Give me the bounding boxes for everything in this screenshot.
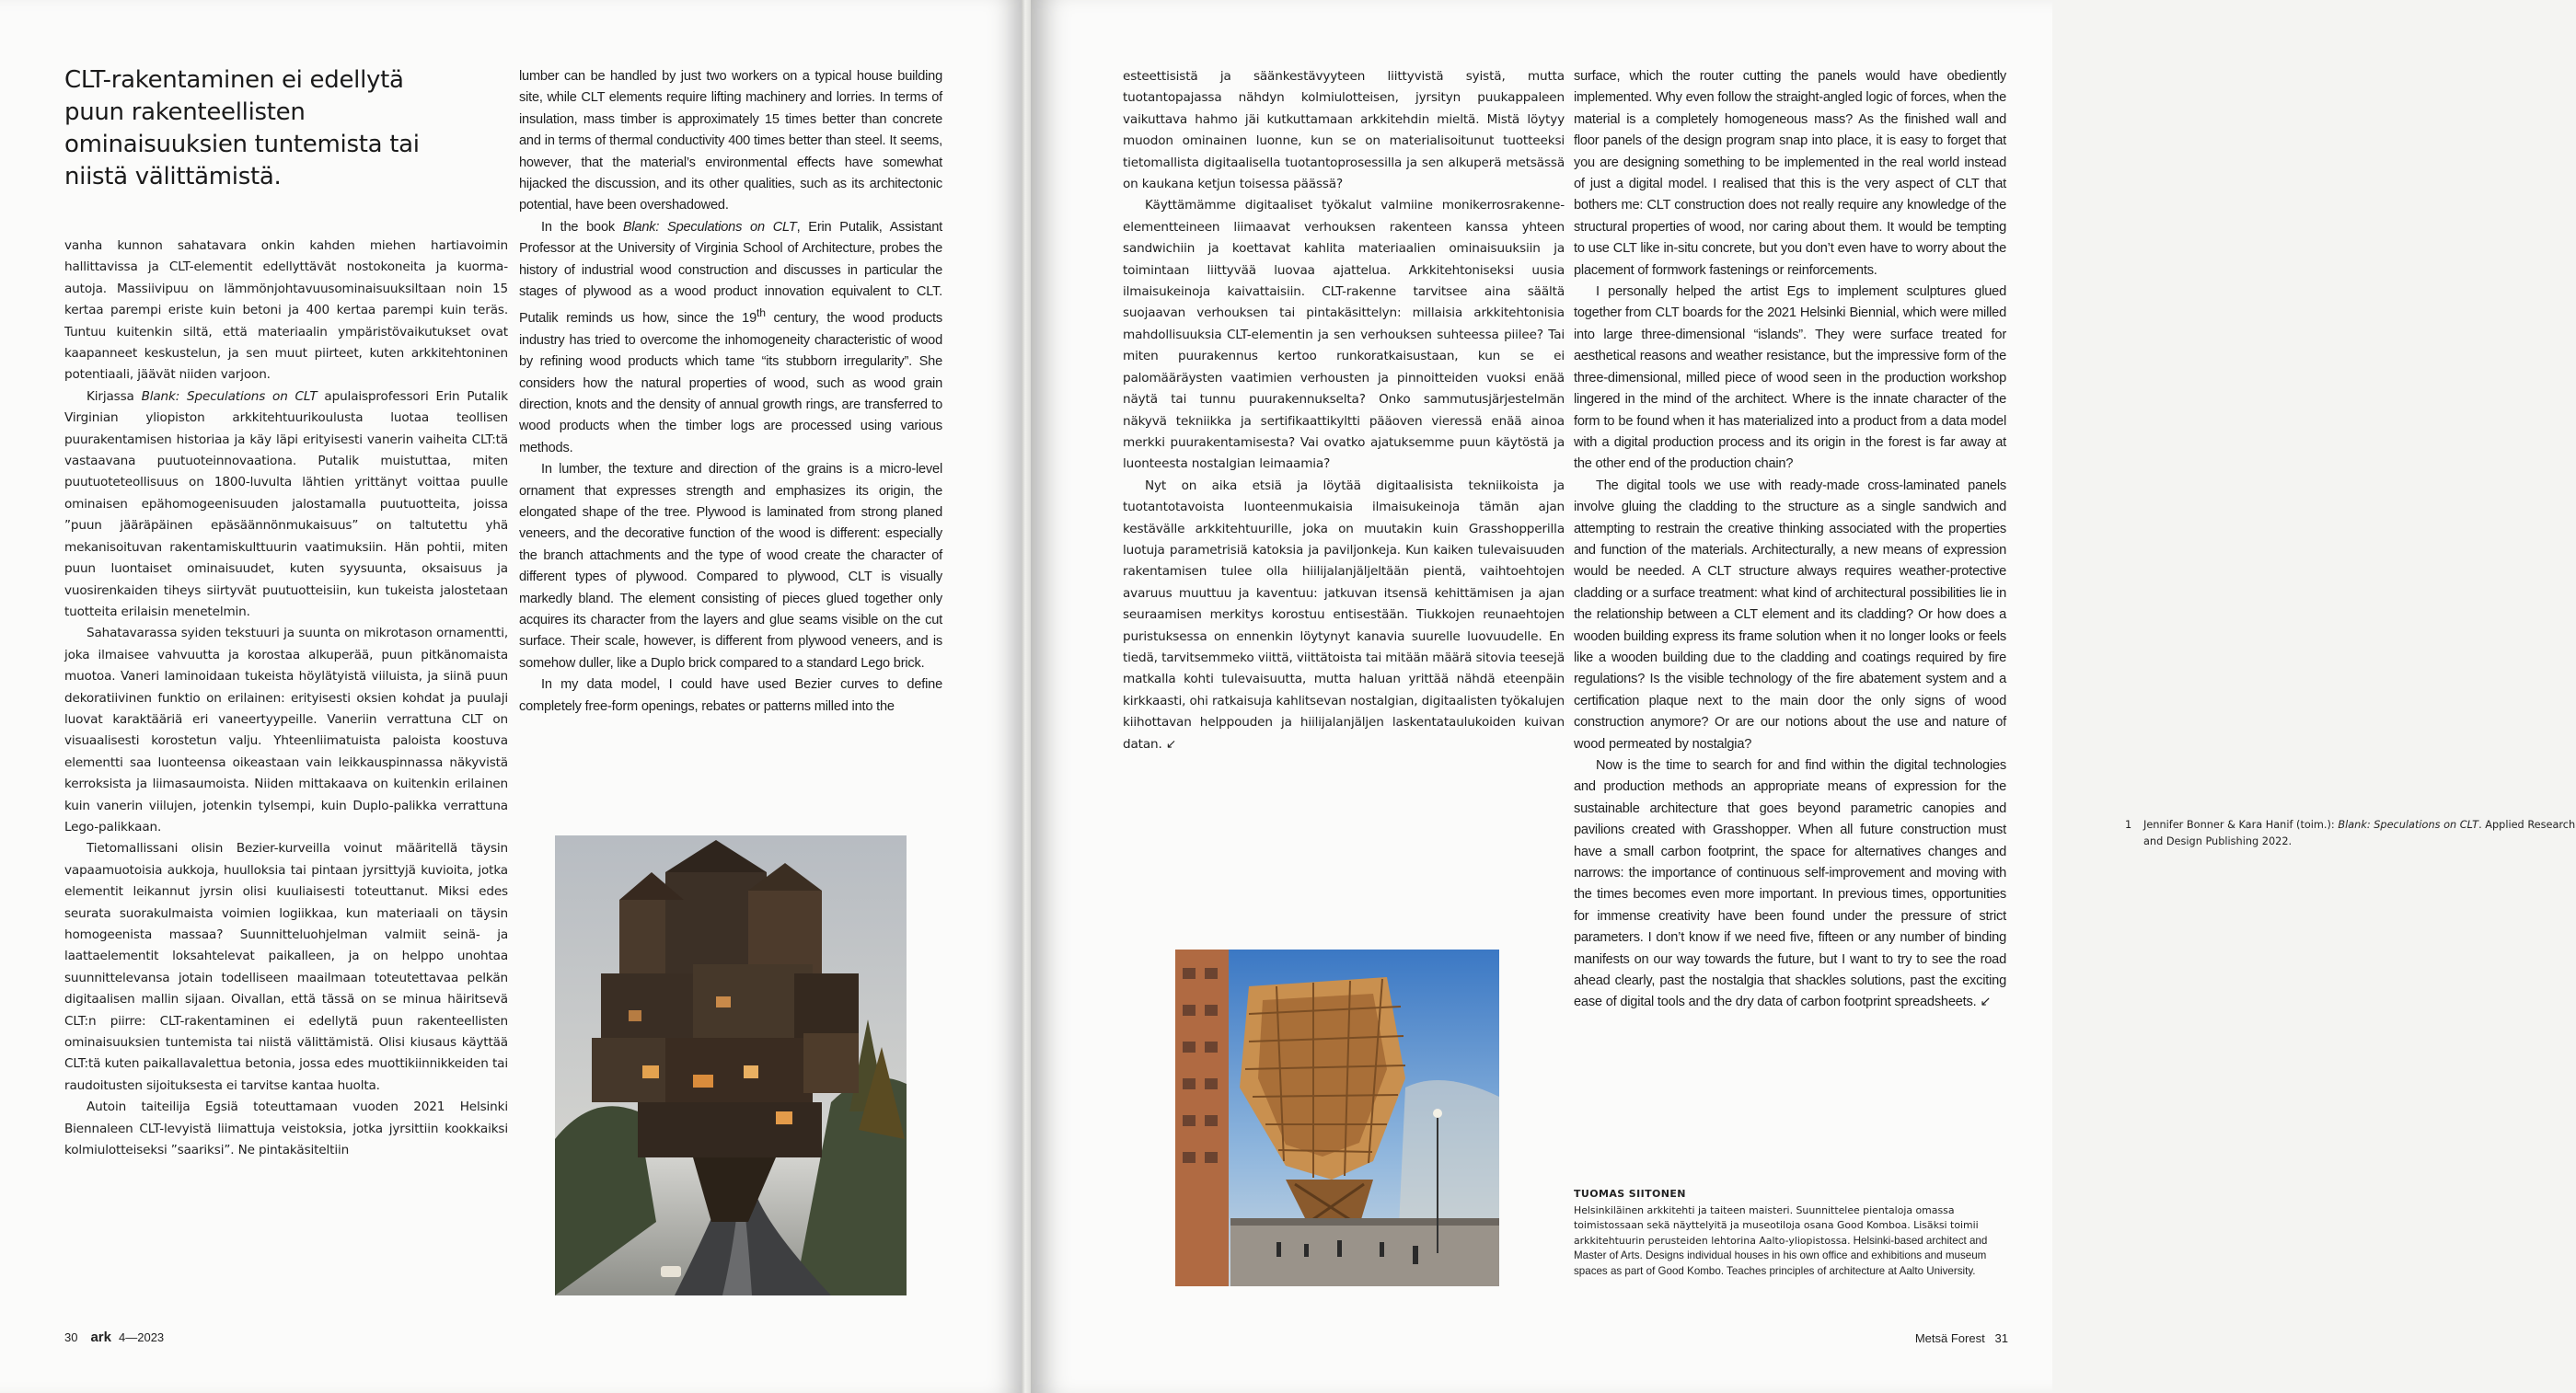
paragraph: Kirjassa Blank: Speculations on CLT apulaisprofessori Erin Putalik Virginian yliopiston arkkitehtuurikoulusta luotaa teollisen puurakentamisen historiaa ja käy läpi erityisesti vanerin vaiheita CLT:tä vastaavana puutuoteinnovaationa. Putalik muistuttaa, miten puutuoteteollisuus on 1800-luvulta lähtien yrittänyt voittaa puulle ominaisen epähomogeenisuuden jalostamalla puutuotteita, joissa ”puun jääräpäinen epäsäännönmukaisuus” on taltutettu yhä mekanisoituvan rakentamiskulttuurin vaatimuksiin. Hän pohtii, miten puun luontaiset ominaisuudet, kuten syysuunta, oksaisuus ja vuosirenkaiden tiheys siirtyvät puutuotteisiin, kun tukeista jalostetaan tuotteita erilaisin menetelmin. xyxy=(64,388,508,619)
paragraph: Nyt on aika etsiä ja löytää digitaalisista tekniikoista ja tuotantotavoista luonteenmukaisia ilmaisukeinoja tämän ajan kestävälle arkkitehtuurille, joka on muutakin kuin Grasshopperilla luotuja parametrisiä katoksia ja paviljonkeja. Kun kaiken tulevaisuuden rakentamisen tulee olla hiilijalanjäljeltään pientä, vaihtoehtojen avaruus muuttuu ja kaventuu: jatkuvan itsensä kehittämisen ja ajan seuraamisen merkitys korostuu entisestään. Tiukkojen reunaehtojen puristuksessa on ennenkin löytynyt kanavia suurelle luovuudelle. En tiedä, tarvitsemmeko viittä, viittätoista tai mitään määrä sitovia teesejä matkalla kohti tulevaisuutta, mutta haluan yrittää nähdä eteenpäin kirkkaasti, ohi ratkaisuja kahlitsevan nostalgian, digitaalisten työkalujen kiihottavan helppouden ja hiilijalanjäljen laskentataulukoiden kuivan datan. ↙ xyxy=(1123,478,1565,752)
paragraph: Tietomallissani olisin Bezier-kurveilla voinut määritellä täysin vapaamuotoisia aukkoja, huulloksia tai pintaan jyrsittyjä kuvioita, jotka elementit leikannut jyrsin olisi kuuliaisesti toteuttanut. Miksi edes seurata suorakulmaista voimien logiikkaa, kun materiaali on täysin homogeenista massaa? Suunnitteluohjelman valmiit seinä- ja laattaelementit loksahtelevat paikalleen, ja on helppo unohtaa suunnittelevansa jotain todelliseen maailmaan toteutettavaa pelkän digitaalisen mallin sijaan. Oivallan, että tässä on se minua häiritsevä CLT:n piirre: CLT-rakentaminen ei edellytä puun rakenteellisten ominaisuuksien tuntemista tai niistä välittämistä. Olisi kiusaus käyttää CLT:tä kuten paikallavalettua betonia, jossa edes muottikiinnikkeiden tai raudoitusten sijoituksesta ei tarvitse kantaa huolta. xyxy=(64,841,508,1093)
paragraph: Autoin taiteilija Egsiä toteuttamaan vuoden 2021 Helsinki Biennaleen CLT-levyistä liimattuja veistoksia, jotka jyrsittiin kookkaiksi kolmiulotteiseksi ”saariksi”. Ne pintakäsiteltiin xyxy=(64,1099,508,1158)
page-number: 31 xyxy=(1994,1331,2008,1345)
paragraph: Käyttämämme digitaaliset työkalut valmiine monikerrosrakenne-elementteineen liimaavat verhouksen rakenteen kanssa yhteen sandwichiin ja koettavat kahlita materiaalien ominaisuuksiin ja toimintaan liittyvää luovaa ajattelua. Arkkitehtoniseksi uusia ilmaisukeinoja kaivattaisiin. CLT-rakenne tarvitsee aina säältä suojaavan verhouksen tai pintakäsittelyn: millaisia arkkitehtonisia mahdollisuuksia CLT-elementin ja sen verhouksen suhteessa piilee? Tai miten puurakennus kertoo runkoratkaisustaan, kun se ei palomääräysten vaatimien verhousten ja pinnoitteiden vuoksi enää näytä tai tunnu puurakennukselta? Onko sammutusjärjestelmän näkyvä tekniikka ja sertifikaattikyltti pääoven vieressä enää ainoa merkki puurakentamisesta? Vai ovatko ajatuksemme puun käytöstä ja luonteesta nostalgian leimaamia? xyxy=(1123,198,1565,472)
bio-finnish: Helsinkiläinen arkkitehti ja taiteen maisteri. Suunnittelee pientaloja omassa toimistossaan sekä näyttelyitä ja museotiloja osana Good Komboa. Lisäksi toimii arkkitehtuurin perusteiden lehtorina Aalto-yliopistossa. xyxy=(1574,1203,1979,1247)
paragraph: In the book Blank: Speculations on CLT, Erin Putalik, Assistant Professor at the University of Virginia School of Architecture, probes the history of industrial wood construction and discusses in particular the stages of plywood as a wood product innovation equivalent to CLT. Putalik reminds us how, since the 19th century, the wood products industry has tried to overcome the inhomogeneity characteristic of wood by refining wood products which tame “its stubborn irregularity”. She considers how the natural properties of wood, such as wood grain direction, knots and the density of annual growth rings, are transferred to wood products when the timber logs are processed using various methods. xyxy=(519,219,942,455)
author-bio xyxy=(1574,1187,1997,1279)
issue-number: 4—2023 xyxy=(119,1330,165,1344)
left-folio xyxy=(64,1330,164,1345)
footnote-number: 1 xyxy=(2125,819,2132,831)
paragraph: In lumber, the texture and direction of the grains is a micro-level ornament that expresses strength and emphasizes its origin, the elongated shape of the tree. Plywood is laminated from strong planed veneers, and the decorative function of the wood is different: especially the branch attachments and the type of wood create the character of different types of plywood. Compared to plywood, CLT is visually markedly bland. The element consisting of pieces glued together only acquires its character from the layers and glue seams visible on the cut surface. Their scale, however, is different from plywood veneers, and is somehow duller, like a Duplo brick compared to a standard Lego brick. xyxy=(519,462,942,671)
book-title: Blank: Speculations on CLT xyxy=(141,388,318,404)
right-english-column xyxy=(1574,66,2006,1014)
section-name: Metsä Forest xyxy=(1914,1331,1985,1345)
paragraph: lumber can be handled by just two workers on a typical house building site, while CLT elements require lifting machinery and lorries. In terms of insulation, mass timber is approximately 15 times better than concrete and in terms of thermal conductivity 400 times better than steel. It seems, however, that the material’s environmental effects have somewhat hijacked the discussion, and its other qualities, such as its architectonic potential, have been overshadowed. xyxy=(519,69,942,213)
left-page xyxy=(0,0,1022,1393)
wooden-tower-photo xyxy=(555,835,907,1295)
paragraph: vanha kunnon sahatavara onkin kahden miehen hartiavoimin hallittavissa ja CLT-elementit edellyttävät nostokoneita ja kuorma-autoja. Massiivipuu on lämmönjohtavuusominaisuuksiltaan noin 15 kertaa parempi eriste kuin betoni ja 400 kertaa parempi kuin teräs. Tuntuu kuitenkin siltä, että materiaalin ympäristövaikutukset ovat kaapanneet keskustelun, ja sen muut piirteet, kuten arkkitehtoninen potentiaali, jäävät niiden varjoon. xyxy=(64,238,508,383)
magazine-logo: ark xyxy=(90,1330,111,1345)
pull-quote: CLT-rakentaminen ei edellytä puun rakenteellisten ominaisuuksien tuntemista tai niistä välittämistä. xyxy=(64,66,420,190)
timber-stack-photo xyxy=(1175,950,1499,1286)
right-folio xyxy=(1915,1331,2008,1345)
right-page xyxy=(1031,0,2576,1393)
paragraph: The digital tools we use with ready-made cross-laminated panels involve gluing the cladding to the structure as a single sandwich and attempting to restrain the creative thinking associated with the properties and function of the materials. Architecturally, a new means of expression would be needed. A CLT structure always requires weather-protective cladding or a surface treatment: what kind of architectural possibilities lie in the relationship between a CLT element and its cladding? Or how does a wooden building express its frame solution when it no longer looks or feels like a wooden building due to the cladding and coatings required by fire regulations? Is the visible technology of the fire abatement system and a certification plaque next to the main door the only signs of wood construction anymore? Or are our notions about the use and nature of wood permeated by nostalgia? xyxy=(1574,478,2006,752)
paragraph: Sahatavarassa syiden tekstuuri ja suunta on mikrotason ornamentti, joka ilmaisee vahvuutta ja korostaa alkuperää, puun pitkänomaista muotoa. Vaneri laminoidaan tukeista höylätyistä viiluista, ja siinä puun dekoratiivinen funktio on erilainen: erityisesti oksien kohdat ja puulaji luovat karaktääriä eri vaneertyypeille. Vaneriin verrattuna CLT on visuaalisesti korostetun valju. Yhteenliimatuista paloista koostuva elementti saa luonteensa oikeastaan vain leikkauspinnassa näkyvistä kerroksista ja liimasaumoista. Niiden mittakaava on kuitenkin erilainen kuin vanerin viilujen, jotenkin tylsempi, kuin Duplo-palikka verrattuna Lego-palikkaan. xyxy=(64,626,508,835)
spine-gutter xyxy=(1022,0,1031,1393)
footnote: 1 Jennifer Bonner & Kara Hanif (toim.): Blank: Speculations on CLT. Applied Research and Design Publishing 2022. xyxy=(2125,819,2576,847)
bio-english: Helsinki-based architect and Master of Arts. Designs individual houses in his own office and exhibitions and museum spaces as part of Good Kombo. Teaches principles of architecture at Aalto University. xyxy=(1574,1234,1988,1277)
book-title: Blank: Speculations on CLT xyxy=(622,219,797,235)
left-english-column xyxy=(519,66,942,718)
left-finnish-column xyxy=(64,236,508,1161)
page-number: 30 xyxy=(64,1330,78,1344)
paragraph: surface, which the router cutting the panels would have obediently implemented. Why even follow the straight-angled logic of forces, when the material is a completely homogeneous mass? As the finished wall and floor panels of the design program snap into place, it is easy to forget that you are designing something to be implemented in the real world instead of just a digital model. I realised that this is the very aspect of CLT that bothers me: CLT construction does not really require any knowledge of the structural properties of wood, nor caring about them. It would be tempting to use CLT like in-situ concrete, but you don’t even have to worry about the placement of formwork fastenings or reinforcements. xyxy=(1574,69,2006,278)
paragraph: I personally helped the artist Egs to implement sculptures glued together from CLT boards for the 2021 Helsinki Biennial, which were milled into large three-dimensional “islands”. They were surface treated for aesthetical reasons and weather resistance, but the impressive form of the three-dimensional, milled piece of wood seen in the production workshop lingered in the mind of the architect. Where is the innate character of the form to be found when it has materialized into a product from a data model with a digital production process and its origin in the forest is far away at the other end of the production chain? xyxy=(1574,284,2006,472)
book-title: Blank: Speculations on CLT xyxy=(2338,819,2479,831)
right-finnish-column xyxy=(1123,66,1565,755)
author-name: TUOMAS SIITONEN xyxy=(1574,1188,1686,1200)
paragraph: Now is the time to search for and find within the digital technologies and production methods an appropriate means of expression for the sustainable architecture that goes beyond parametric canopies and pavilions created with Grasshopper. When all future construction must have a small carbon footprint, the space for alternatives changes and narrows: the importance of continuous self-improvement and moving with the times becomes even more important. In previous times, opportunities for immense creativity have been found under the pressure of strict parameters. I don’t know if we need five, fifteen or any number of binding manifests on our way towards the future, but I want to try to see the road ahead clearly, past the nostalgia that shackles solutions, past the exciting ease of digital tools and the dry data of carbon footprint spreadsheets. ↙ xyxy=(1574,758,2006,1010)
paragraph: esteettisistä ja säänkestävyyteen liittyvistä syistä, mutta tuotantopajassa nähdyn kolmiulotteisen, jyrsityn puukappaleen vaikuttava hahmo jäi kutkuttamaan arkkitehdin mieltä. Mistä löytyy muodon ominainen luonne, kun se on materialisoitunut tuotteeksi tietomallista digitaalisella tuotantoprosessilla ja sen alkuperä metsässä on kaukana ketjun toisessa päässä? xyxy=(1123,69,1565,192)
paragraph: In my data model, I could have used Bezier curves to define completely free-form openings, rebates or patterns milled into the xyxy=(519,677,942,714)
